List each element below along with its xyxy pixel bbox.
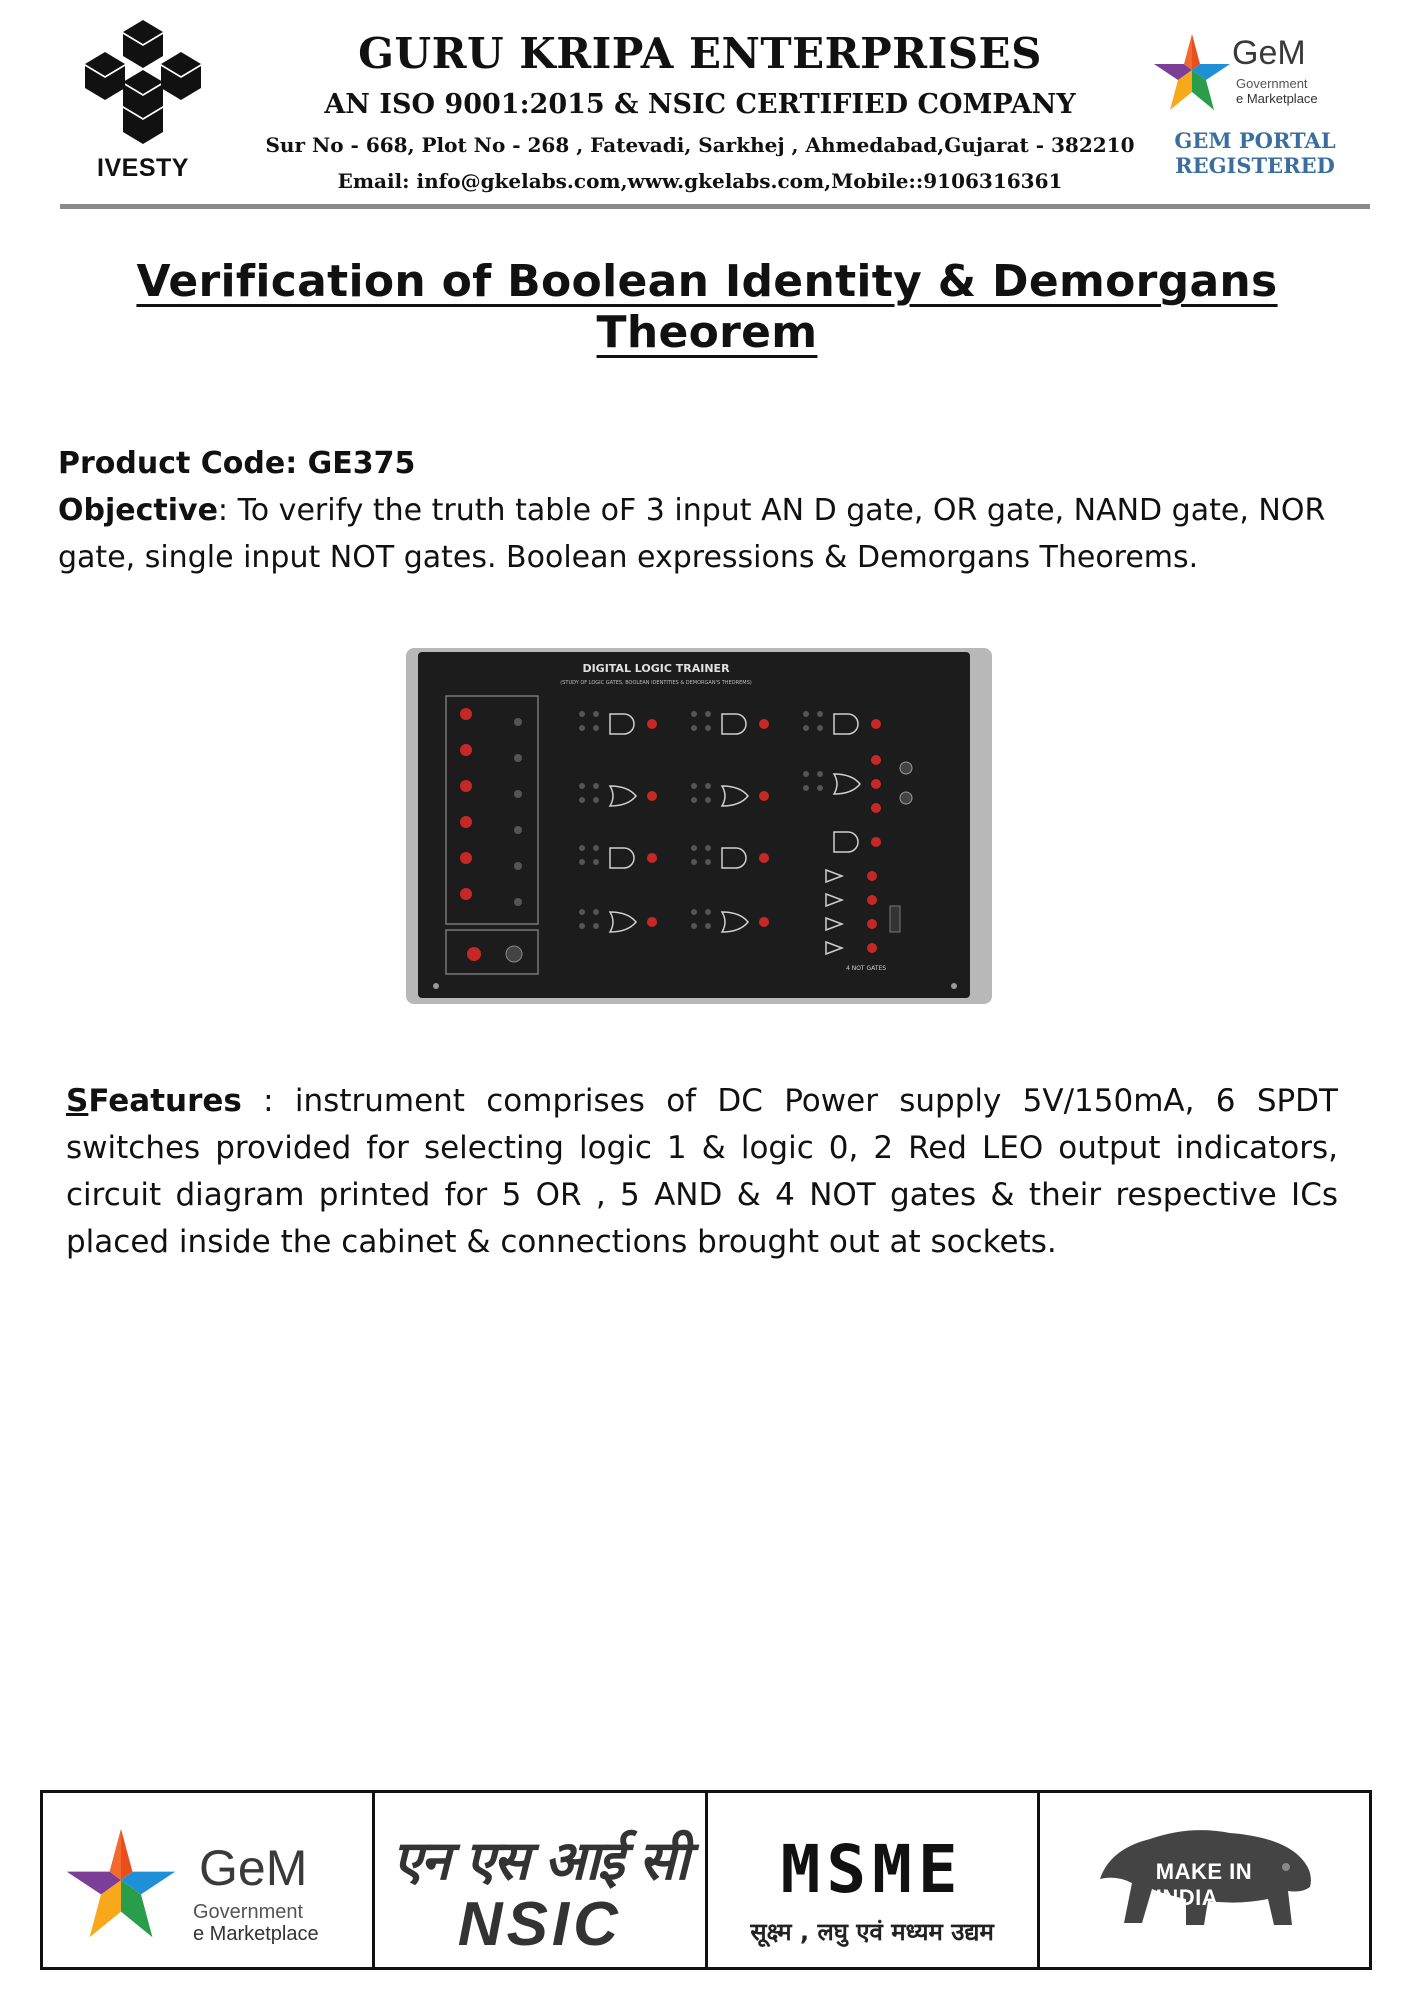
gem-logo-sub2: e Marketplace	[1236, 91, 1318, 106]
document-title: Verification of Boolean Identity & Demorgans Theorem	[136, 256, 1278, 358]
footer-gem-sub2: e Marketplace	[193, 1923, 319, 1945]
ivesty-brand-text: IVESTY	[97, 154, 189, 182]
gem-logo-text: GeM	[1232, 34, 1306, 72]
features-paragraph	[66, 1078, 1338, 1266]
product-code: Product Code: GE375	[58, 446, 416, 481]
gem-star-icon	[1150, 30, 1234, 114]
address-line: Sur No - 668, Plot No - 268 , Fatevadi, Sarkhej , Ahmedabad,Gujarat - 382210	[265, 133, 1135, 157]
product-photo	[406, 648, 992, 1004]
footer-gem-logo	[43, 1793, 375, 1967]
features-text: : instrument comprises of DC Power supply 5V/150mA, 6 SPDT switches provided for selecting logic 1 & logic 0, 2 Red LEO output indicators, circuit diagram printed for 5 OR , 5 AND & 4 NOT gates & their respective ICs placed inside the cabinet & connections brought out at sockets.	[66, 1083, 1338, 1260]
footer-msme-logo	[708, 1793, 1040, 1967]
header-divider	[60, 204, 1370, 209]
nsic-latin-text: NSIC	[457, 1890, 622, 1959]
not-gates-label: 4 NOT GATES	[846, 965, 887, 972]
features-label	[66, 1083, 242, 1119]
msme-mark: MSME	[780, 1831, 964, 1908]
cube-cluster-icon	[83, 18, 203, 148]
letterhead	[0, 0, 1414, 210]
digital-logic-trainer-image	[406, 648, 992, 1004]
objective-text: : To verify the truth table oF 3 input AN D gate, OR gate, NAND gate, NOR gate, single input NOT gates. Boolean expressions & Demorgans Theorems.	[58, 493, 1326, 575]
ivesty-logo	[78, 18, 208, 188]
panel-title: DIGITAL LOGIC TRAINER	[582, 662, 730, 675]
footer-gem-text: GeM	[199, 1840, 308, 1896]
footer-gem-sub1: Government	[193, 1901, 304, 1923]
make-in-india-text: MAKE IN INDIA	[1155, 1859, 1253, 1910]
msme-hindi-text: सूक्ष्म , लघु एवं मध्यम उद्यम	[750, 1918, 994, 1946]
features-label-first: S	[66, 1083, 89, 1119]
certification-line: AN ISO 9001:2015 & NSIC CERTIFIED COMPANY	[324, 89, 1076, 120]
certification-footer	[40, 1790, 1372, 1970]
objective-label: Objective	[58, 493, 218, 528]
gem-portal-line2: REGISTERED	[1175, 153, 1335, 178]
contact-line: Email: info@gkelabs.com,www.gkelabs.com,Mobile::9106316361	[337, 169, 1063, 193]
gem-portal-registered	[1155, 128, 1355, 178]
footer-nsic-logo	[375, 1793, 707, 1967]
company-name: GURU KRIPA ENTERPRISES	[358, 29, 1042, 78]
panel-subtitle: (STUDY OF LOGIC GATES, BOOLEAN IDENTITIES & DEMORGAN'S THEOREMS)	[560, 680, 752, 686]
gem-star-icon	[61, 1823, 181, 1943]
objective-paragraph	[58, 487, 1358, 581]
gem-logo-sub1: Government	[1236, 76, 1308, 91]
company-block	[240, 28, 1160, 194]
gem-portal-line1: GEM PORTAL	[1174, 128, 1336, 153]
features-label-rest: Features	[88, 1083, 242, 1119]
nsic-hindi-text: एन एस आई सी	[392, 1829, 688, 1892]
product-info	[58, 440, 1358, 581]
footer-make-in-india-logo	[1040, 1793, 1369, 1967]
